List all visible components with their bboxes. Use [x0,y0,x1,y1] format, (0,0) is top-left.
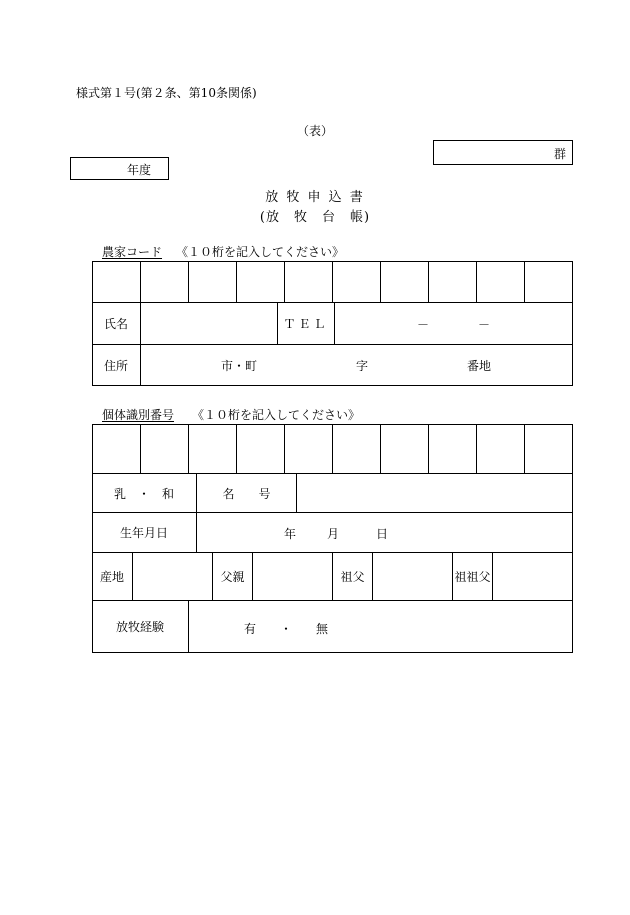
page-title: 放 牧 申 込 書 [265,190,365,205]
father-label: 父親 [213,552,253,601]
birth-day-label: 日 [376,527,389,541]
city-label: 市・町 [221,359,258,373]
cattle-id-note: 《１０桁を記入してください》 [192,408,361,422]
address-label: 住所 [92,344,141,386]
farmer-code-digit[interactable] [333,262,381,303]
cattle-id-digit[interactable] [381,425,429,474]
origin-field[interactable] [133,552,213,601]
name-field[interactable] [141,302,278,345]
farmer-code-digit[interactable] [285,262,333,303]
yes-no-option[interactable]: 有 ・ 無 [244,622,329,636]
grazing-experience-label: 放牧経験 [92,600,189,653]
tel-dash: － [478,318,491,332]
cattle-id-digit[interactable] [429,425,477,474]
great-grandfather-field[interactable] [493,552,573,601]
farmer-code-label: 農家コード [102,245,163,259]
group-label: 群 [553,147,566,161]
birth-year-label: 年 [284,527,297,541]
cattle-id-digit[interactable] [237,425,285,474]
cattle-id-digit[interactable] [189,425,237,474]
cattle-id-grid [92,424,573,474]
birth-month-label: 月 [327,527,340,541]
farmer-code-digit[interactable] [237,262,285,303]
father-field[interactable] [253,552,333,601]
cattle-name-field[interactable] [297,473,573,513]
birth-label: 生年月日 [92,512,197,553]
cattle-id-digit[interactable] [93,425,141,474]
grandfather-field[interactable] [373,552,453,601]
origin-label: 産地 [92,552,133,601]
farmer-code-grid [92,261,573,303]
farmer-code-digit[interactable] [381,262,429,303]
cattle-id-digit[interactable] [333,425,381,474]
farmer-code-note: 《１０桁を記入してください》 [176,245,345,259]
farmer-code-digit[interactable] [525,262,573,303]
banchi-label: 番地 [467,359,492,373]
year-label: 年度 [127,163,152,177]
cattle-id-digit[interactable] [525,425,573,474]
farmer-code-digit[interactable] [429,262,477,303]
farmer-code-digit[interactable] [141,262,189,303]
great-grandfather-label: 祖祖父 [453,552,493,601]
cattle-id-digit[interactable] [477,425,525,474]
cattle-id-digit[interactable] [141,425,189,474]
year-field[interactable] [70,157,169,180]
grandfather-label: 祖父 [333,552,373,601]
cattle-id-label: 個体識別番号 [102,408,175,422]
farmer-code-digit[interactable] [477,262,525,303]
cattle-name-label: 名 号 [197,473,297,513]
form-number: 様式第１号(第２条、第10条関係) [76,86,257,100]
cattle-id-digit[interactable] [285,425,333,474]
name-label: 氏名 [92,302,141,345]
tel-dash: － [417,318,430,332]
group-field[interactable] [433,140,573,165]
dairy-beef-label[interactable]: 乳 ・ 和 [92,473,197,513]
form-side-label: （表） [296,124,333,138]
farmer-code-digit[interactable] [93,262,141,303]
aza-label: 字 [356,359,369,373]
farmer-code-digit[interactable] [189,262,237,303]
farmer-address-row [92,344,573,386]
tel-label: ＴＥＬ [278,302,335,345]
page-subtitle: (放 牧 台 帳) [259,210,371,225]
